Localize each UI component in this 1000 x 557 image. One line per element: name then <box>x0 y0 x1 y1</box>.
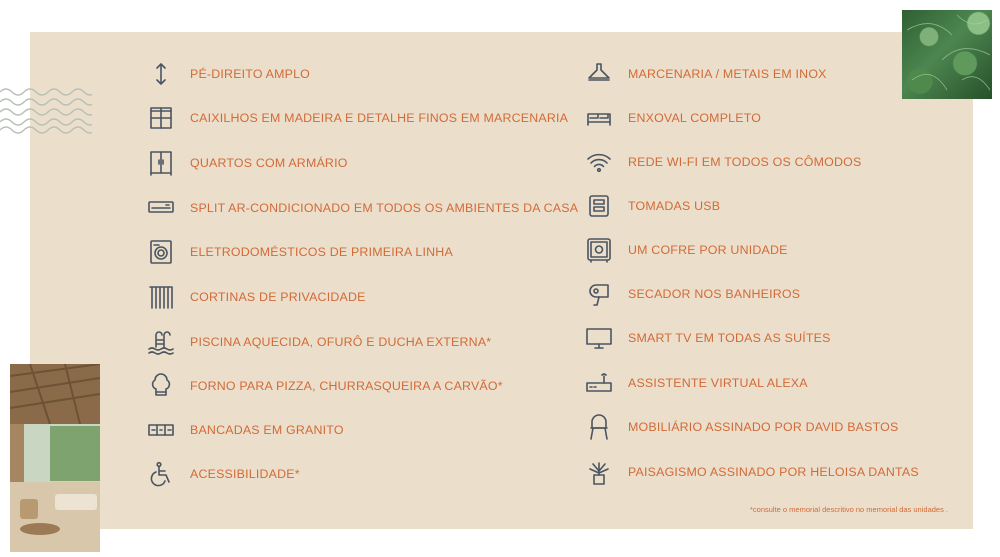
countertop-icon <box>146 415 176 445</box>
list-item <box>146 193 578 223</box>
list-item <box>146 282 366 312</box>
washing-machine-icon <box>146 237 176 267</box>
list-item-label: UM COFRE POR UNIDADE <box>628 243 788 257</box>
range-hood-icon <box>584 59 614 89</box>
hair-dryer-icon <box>584 279 614 309</box>
list-item-label: ELETRODOMÉSTICOS DE PRIMEIRA LINHA <box>190 245 453 259</box>
bed-icon <box>584 103 614 133</box>
list-item <box>146 327 491 357</box>
list-item-label: FORNO PARA PIZZA, CHURRASQUEIRA A CARVÃO* <box>190 379 503 393</box>
list-item <box>584 235 788 265</box>
list-item-label: ASSISTENTE VIRTUAL ALEXA <box>628 376 808 390</box>
list-item-label: ENXOVAL COMPLETO <box>628 111 762 125</box>
smart-speaker-icon <box>584 368 614 398</box>
wave-lines-decoration <box>0 84 92 134</box>
list-item-label: SPLIT AR-CONDICIONADO EM TODOS OS AMBIENTES DA CASA <box>190 201 579 215</box>
list-item-label: ACESSIBILIDADE* <box>190 467 300 481</box>
air-conditioner-icon <box>146 193 176 223</box>
chef-hat-icon <box>146 371 176 401</box>
wardrobe-icon <box>146 148 176 178</box>
pool-ladder-icon <box>146 327 176 357</box>
list-item-label: CORTINAS DE PRIVACIDADE <box>190 290 366 304</box>
list-item <box>584 323 831 353</box>
list-item-label: MARCENARIA / METAIS EM INOX <box>628 67 827 81</box>
leaves-photo <box>902 10 992 99</box>
curtain-icon <box>146 282 176 312</box>
list-item-label: BANCADAS EM GRANITO <box>190 423 344 437</box>
list-item <box>584 412 898 442</box>
list-item-label: PAISAGISMO ASSINADO POR HELOISA DANTAS <box>628 465 919 479</box>
wheelchair-icon <box>146 459 176 489</box>
list-item <box>146 59 310 89</box>
list-item-label: PÉ-DIREITO AMPLO <box>190 67 311 81</box>
list-item-label: SMART TV EM TODAS AS SUÍTES <box>628 331 831 345</box>
list-item-label: QUARTOS COM ARMÁRIO <box>190 156 348 170</box>
usb-outlet-icon <box>584 191 614 221</box>
list-item <box>146 415 344 445</box>
list-item <box>584 191 720 221</box>
footnote: *consulte o memorial descritivo no memorial das unidades . <box>749 505 948 514</box>
terrace-photo <box>10 364 100 552</box>
list-item <box>584 368 808 398</box>
list-item-label: SECADOR NOS BANHEIROS <box>628 287 801 301</box>
window-frame-icon <box>146 103 176 133</box>
list-item <box>146 148 348 178</box>
list-item <box>146 371 503 401</box>
list-item-label: REDE WI-FI EM TODOS OS CÔMODOS <box>628 155 862 169</box>
vertical-arrows-icon <box>146 59 176 89</box>
list-item <box>146 103 568 133</box>
wifi-icon <box>584 147 614 177</box>
list-item <box>146 459 300 489</box>
tv-icon <box>584 323 614 353</box>
list-item-label: TOMADAS USB <box>628 199 721 213</box>
list-item <box>584 147 861 177</box>
list-item <box>584 279 800 309</box>
list-item <box>584 103 761 133</box>
safe-icon <box>584 235 614 265</box>
list-item-label: PISCINA AQUECIDA, OFURÔ E DUCHA EXTERNA* <box>190 335 492 349</box>
list-item <box>584 59 827 89</box>
chair-icon <box>584 412 614 442</box>
list-item <box>146 237 453 267</box>
plant-icon <box>584 457 614 487</box>
list-item-label: MOBILIÁRIO ASSINADO POR DAVID BASTOS <box>628 420 899 434</box>
list-item <box>584 457 919 487</box>
list-item-label: CAIXILHOS EM MADEIRA E DETALHE FINOS EM MARCENARIA <box>190 111 569 125</box>
